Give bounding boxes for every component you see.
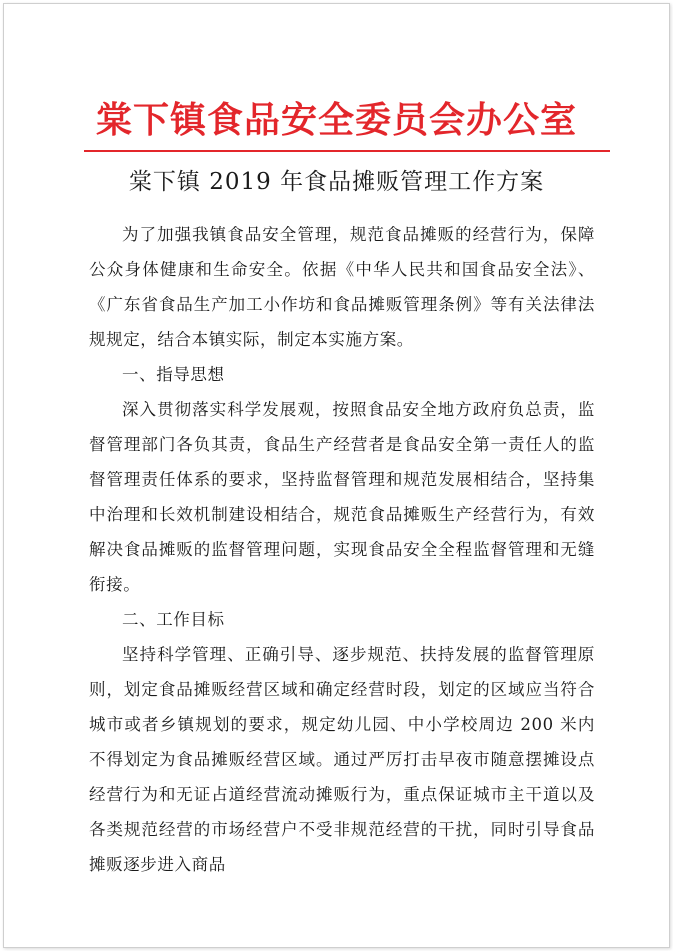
- section-paragraph-work-goals: 坚持科学管理、正确引导、逐步规范、扶持发展的监督管理原则，划定食品摊贩经营区域和确定经营时段，划定的区域应当符合城市或者乡镇规划的要求，规定幼儿园、中小学校周边 200 米内不得划定为食品摊贩经营区域。通过严厉打击早夜市随意摆摊设点经营行为和无证占道经营流动摊贩行为，重点保证城市主干道以及各类规范经营的市场经营户不受非规范经营的干扰，同时引导食品摊贩逐步进入商品: [89, 645, 595, 874]
- document-body: [89, 217, 595, 882]
- section-paragraph-guiding-ideology: 深入贯彻落实科学发展观，按照食品安全地方政府负总责，监督管理部门各负其责，食品生产经营者是食品安全第一责任人的监督管理责任体系的要求，坚持监督管理和规范发展相结合，坚持集中治理和长效机制建设相结合，规范食品摊贩生产经营行为，有效解决食品摊贩的监督管理问题，实现食品安全全程监督管理和无缝衔接。: [89, 400, 595, 594]
- issuing-office-header: 棠下镇食品安全委员会办公室: [95, 99, 577, 141]
- document-page: [3, 3, 670, 948]
- document-title: 棠下镇 2019 年食品摊贩管理工作方案: [128, 169, 545, 195]
- intro-paragraph: 为了加强我镇食品安全管理，规范食品摊贩的经营行为，保障公众身体健康和生命安全。依据《中华人民共和国食品安全法》、《广东省食品生产加工小作坊和食品摊贩管理条例》等有关法律法规规定，结合本镇实际，制定本实施方案。: [89, 225, 595, 349]
- section-heading-work-goals: 二、工作目标: [122, 610, 225, 629]
- red-header-rule: [84, 150, 610, 152]
- section-heading-guiding-ideology: 一、指导思想: [122, 365, 225, 384]
